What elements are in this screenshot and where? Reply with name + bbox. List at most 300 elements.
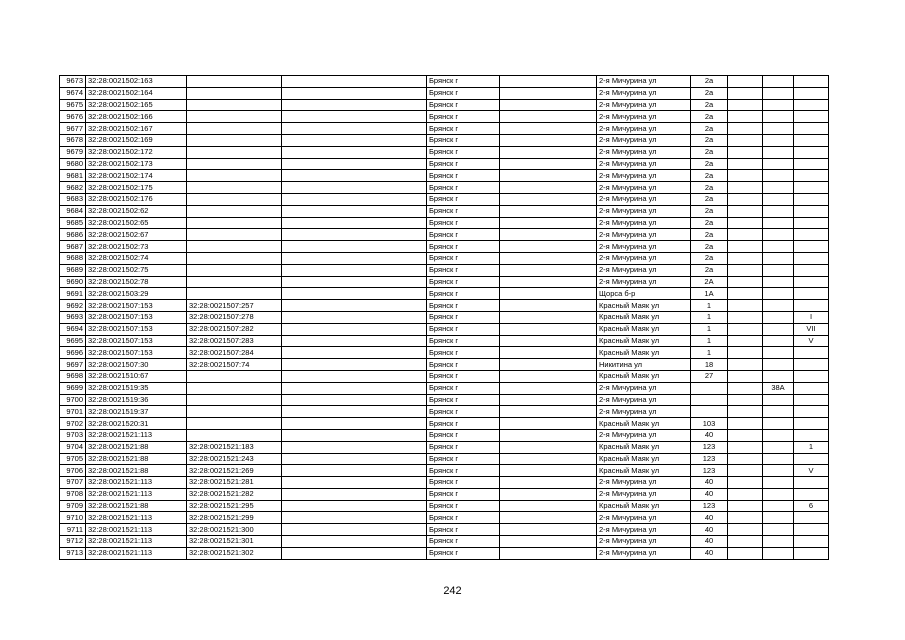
cell-extra-number: [763, 441, 794, 453]
cell-apartment: [794, 264, 829, 276]
cell-blank-col-a: [282, 429, 427, 441]
cell-building: [728, 429, 763, 441]
table-row: [60, 335, 829, 347]
cell-sub-cadastral-number: [187, 252, 282, 264]
cell-extra-number: [763, 311, 794, 323]
cell-row-number: 9706: [60, 465, 86, 477]
table-row: [60, 394, 829, 406]
cell-cadastral-number: 32:28:0021521:113: [86, 536, 187, 548]
cell-city: Брянск г: [427, 465, 500, 477]
cell-sub-cadastral-number: [187, 111, 282, 123]
cell-house-number: 123: [691, 441, 728, 453]
cell-house-number: 2а: [691, 87, 728, 99]
cell-extra-number: [763, 123, 794, 135]
cell-apartment: [794, 370, 829, 382]
cell-extra-number: [763, 158, 794, 170]
cell-house-number: 40: [691, 477, 728, 489]
cell-blank-col-b: [500, 123, 597, 135]
cell-house-number: 2а: [691, 205, 728, 217]
cell-blank-col-a: [282, 300, 427, 312]
cell-building: [728, 453, 763, 465]
table-row: [60, 347, 829, 359]
cell-blank-col-b: [500, 536, 597, 548]
cell-blank-col-a: [282, 382, 427, 394]
cell-apartment: [794, 429, 829, 441]
cell-apartment: [794, 241, 829, 253]
cell-row-number: 9698: [60, 370, 86, 382]
cell-blank-col-b: [500, 182, 597, 194]
cell-building: [728, 359, 763, 371]
cell-apartment: I: [794, 311, 829, 323]
cell-extra-number: [763, 323, 794, 335]
cell-blank-col-a: [282, 311, 427, 323]
cell-cadastral-number: 32:28:0021502:169: [86, 134, 187, 146]
cell-house-number: 123: [691, 500, 728, 512]
cell-blank-col-a: [282, 488, 427, 500]
cell-city: Брянск г: [427, 488, 500, 500]
cell-city: Брянск г: [427, 300, 500, 312]
cell-apartment: [794, 134, 829, 146]
cell-blank-col-a: [282, 111, 427, 123]
cell-street: Красный Маяк ул: [597, 335, 691, 347]
cell-city: Брянск г: [427, 536, 500, 548]
cell-blank-col-a: [282, 335, 427, 347]
cell-row-number: 9707: [60, 477, 86, 489]
cell-blank-col-b: [500, 441, 597, 453]
cell-house-number: 40: [691, 429, 728, 441]
cell-city: Брянск г: [427, 335, 500, 347]
cell-city: Брянск г: [427, 158, 500, 170]
cell-city: Брянск г: [427, 193, 500, 205]
cell-sub-cadastral-number: [187, 76, 282, 88]
cell-extra-number: [763, 500, 794, 512]
cell-building: [728, 182, 763, 194]
cell-house-number: 123: [691, 465, 728, 477]
cell-sub-cadastral-number: [187, 264, 282, 276]
cell-blank-col-b: [500, 406, 597, 418]
cell-building: [728, 217, 763, 229]
cell-extra-number: [763, 300, 794, 312]
cell-blank-col-b: [500, 288, 597, 300]
cell-house-number: 1А: [691, 288, 728, 300]
cell-apartment: [794, 394, 829, 406]
cell-sub-cadastral-number: [187, 429, 282, 441]
cell-cadastral-number: 32:28:0021503:29: [86, 288, 187, 300]
table-row: [60, 288, 829, 300]
cell-city: Брянск г: [427, 99, 500, 111]
cell-house-number: [691, 394, 728, 406]
cell-house-number: 123: [691, 453, 728, 465]
cell-blank-col-a: [282, 158, 427, 170]
cell-building: [728, 241, 763, 253]
cell-blank-col-b: [500, 359, 597, 371]
cell-extra-number: [763, 76, 794, 88]
cell-blank-col-a: [282, 288, 427, 300]
cell-building: [728, 311, 763, 323]
cell-row-number: 9711: [60, 524, 86, 536]
cell-sub-cadastral-number: [187, 99, 282, 111]
cell-sub-cadastral-number: [187, 394, 282, 406]
cell-sub-cadastral-number: [187, 382, 282, 394]
table-row: [60, 276, 829, 288]
cell-street: Красный Маяк ул: [597, 465, 691, 477]
cell-building: [728, 536, 763, 548]
cell-blank-col-b: [500, 146, 597, 158]
cell-sub-cadastral-number: 32:28:0021521:183: [187, 441, 282, 453]
cell-building: [728, 111, 763, 123]
table-row: [60, 547, 829, 559]
table-row: [60, 252, 829, 264]
cell-building: [728, 288, 763, 300]
cell-apartment: [794, 217, 829, 229]
cell-house-number: 2а: [691, 134, 728, 146]
cell-cadastral-number: 32:28:0021502:165: [86, 99, 187, 111]
cell-blank-col-b: [500, 134, 597, 146]
cell-apartment: [794, 477, 829, 489]
cell-cadastral-number: 32:28:0021502:62: [86, 205, 187, 217]
cell-street: Красный Маяк ул: [597, 370, 691, 382]
cell-city: Брянск г: [427, 241, 500, 253]
cell-house-number: [691, 406, 728, 418]
cell-building: [728, 465, 763, 477]
cell-row-number: 9696: [60, 347, 86, 359]
table-row: [60, 182, 829, 194]
cell-sub-cadastral-number: [187, 276, 282, 288]
cell-row-number: 9693: [60, 311, 86, 323]
cell-extra-number: [763, 87, 794, 99]
cell-sub-cadastral-number: [187, 229, 282, 241]
cell-apartment: [794, 418, 829, 430]
cell-street: Красный Маяк ул: [597, 323, 691, 335]
cell-building: [728, 99, 763, 111]
cell-city: Брянск г: [427, 477, 500, 489]
cell-blank-col-a: [282, 193, 427, 205]
cell-blank-col-b: [500, 217, 597, 229]
cell-sub-cadastral-number: 32:28:0021521:301: [187, 536, 282, 548]
cell-house-number: 2а: [691, 241, 728, 253]
cell-city: Брянск г: [427, 134, 500, 146]
cell-row-number: 9681: [60, 170, 86, 182]
cell-city: Брянск г: [427, 382, 500, 394]
cell-cadastral-number: 32:28:0021520:31: [86, 418, 187, 430]
cell-cadastral-number: 32:28:0021502:174: [86, 170, 187, 182]
cell-city: Брянск г: [427, 76, 500, 88]
cell-apartment: [794, 123, 829, 135]
cell-sub-cadastral-number: [187, 182, 282, 194]
cell-blank-col-b: [500, 370, 597, 382]
cell-house-number: 2а: [691, 99, 728, 111]
cell-row-number: 9684: [60, 205, 86, 217]
cell-apartment: [794, 146, 829, 158]
cell-row-number: 9676: [60, 111, 86, 123]
cell-street: 2-я Мичурина ул: [597, 146, 691, 158]
cell-sub-cadastral-number: 32:28:0021507:282: [187, 323, 282, 335]
cell-extra-number: [763, 146, 794, 158]
cell-street: 2-я Мичурина ул: [597, 524, 691, 536]
cell-street: 2-я Мичурина ул: [597, 252, 691, 264]
cell-house-number: 2а: [691, 264, 728, 276]
cell-row-number: 9710: [60, 512, 86, 524]
cell-row-number: 9691: [60, 288, 86, 300]
cell-cadastral-number: 32:28:0021502:167: [86, 123, 187, 135]
cell-building: [728, 158, 763, 170]
cell-apartment: [794, 193, 829, 205]
cell-street: 2-я Мичурина ул: [597, 158, 691, 170]
cell-city: Брянск г: [427, 87, 500, 99]
cell-cadastral-number: 32:28:0021521:113: [86, 488, 187, 500]
table-row: [60, 264, 829, 276]
cell-extra-number: [763, 370, 794, 382]
cell-house-number: 2а: [691, 158, 728, 170]
cell-apartment: [794, 158, 829, 170]
cell-blank-col-b: [500, 488, 597, 500]
cell-cadastral-number: 32:28:0021502:74: [86, 252, 187, 264]
cell-building: [728, 252, 763, 264]
cell-blank-col-b: [500, 453, 597, 465]
cell-blank-col-b: [500, 158, 597, 170]
cell-building: [728, 146, 763, 158]
cell-extra-number: [763, 477, 794, 489]
cell-building: [728, 500, 763, 512]
cell-building: [728, 170, 763, 182]
cell-sub-cadastral-number: 32:28:0021507:257: [187, 300, 282, 312]
table-row: [60, 229, 829, 241]
cell-blank-col-b: [500, 99, 597, 111]
cell-house-number: 2а: [691, 229, 728, 241]
cell-blank-col-b: [500, 418, 597, 430]
cell-sub-cadastral-number: [187, 134, 282, 146]
cell-cadastral-number: 32:28:0021519:36: [86, 394, 187, 406]
cell-row-number: 9674: [60, 87, 86, 99]
cell-extra-number: [763, 394, 794, 406]
cell-street: 2-я Мичурина ул: [597, 134, 691, 146]
cell-extra-number: [763, 347, 794, 359]
cell-house-number: 40: [691, 536, 728, 548]
cell-house-number: 1: [691, 323, 728, 335]
cell-apartment: [794, 229, 829, 241]
cell-house-number: 18: [691, 359, 728, 371]
cell-house-number: 1: [691, 300, 728, 312]
cell-city: Брянск г: [427, 418, 500, 430]
cell-street: 2-я Мичурина ул: [597, 99, 691, 111]
table-row: [60, 524, 829, 536]
cell-blank-col-a: [282, 465, 427, 477]
cell-apartment: [794, 76, 829, 88]
cell-blank-col-a: [282, 394, 427, 406]
cell-city: Брянск г: [427, 370, 500, 382]
cell-street: 2-я Мичурина ул: [597, 193, 691, 205]
cell-row-number: 9701: [60, 406, 86, 418]
cell-city: Брянск г: [427, 111, 500, 123]
cell-sub-cadastral-number: [187, 241, 282, 253]
cell-row-number: 9699: [60, 382, 86, 394]
cell-apartment: [794, 111, 829, 123]
cell-row-number: 9679: [60, 146, 86, 158]
cell-apartment: [794, 453, 829, 465]
cell-blank-col-b: [500, 76, 597, 88]
cell-building: [728, 394, 763, 406]
cell-blank-col-a: [282, 229, 427, 241]
cell-blank-col-a: [282, 87, 427, 99]
cell-blank-col-a: [282, 441, 427, 453]
cell-city: Брянск г: [427, 205, 500, 217]
table-row: [60, 359, 829, 371]
cell-building: [728, 512, 763, 524]
cell-street: Красный Маяк ул: [597, 418, 691, 430]
cell-sub-cadastral-number: 32:28:0021507:278: [187, 311, 282, 323]
table-row: [60, 370, 829, 382]
cell-sub-cadastral-number: 32:28:0021521:282: [187, 488, 282, 500]
cell-cadastral-number: 32:28:0021507:153: [86, 311, 187, 323]
cell-row-number: 9682: [60, 182, 86, 194]
cell-street: 2-я Мичурина ул: [597, 229, 691, 241]
cell-house-number: 40: [691, 512, 728, 524]
table-row: [60, 111, 829, 123]
page-number: 242: [443, 585, 462, 597]
table-row: [60, 193, 829, 205]
cell-blank-col-b: [500, 229, 597, 241]
cell-street: 2-я Мичурина ул: [597, 394, 691, 406]
cell-extra-number: [763, 488, 794, 500]
cell-cadastral-number: 32:28:0021502:163: [86, 76, 187, 88]
cell-cadastral-number: 32:28:0021502:176: [86, 193, 187, 205]
cell-blank-col-a: [282, 453, 427, 465]
cell-apartment: [794, 488, 829, 500]
cell-apartment: [794, 347, 829, 359]
cell-blank-col-a: [282, 276, 427, 288]
cell-street: Красный Маяк ул: [597, 453, 691, 465]
cell-city: Брянск г: [427, 453, 500, 465]
cell-street: 2-я Мичурина ул: [597, 382, 691, 394]
cell-street: Красный Маяк ул: [597, 441, 691, 453]
cell-city: Брянск г: [427, 512, 500, 524]
cell-row-number: 9675: [60, 99, 86, 111]
cell-building: [728, 418, 763, 430]
cell-extra-number: [763, 170, 794, 182]
cell-sub-cadastral-number: [187, 146, 282, 158]
cell-cadastral-number: 32:28:0021507:153: [86, 300, 187, 312]
cell-apartment: 6: [794, 500, 829, 512]
cell-row-number: 9700: [60, 394, 86, 406]
cell-cadastral-number: 32:28:0021507:153: [86, 347, 187, 359]
cell-city: Брянск г: [427, 217, 500, 229]
cell-apartment: VII: [794, 323, 829, 335]
cell-blank-col-b: [500, 323, 597, 335]
cell-sub-cadastral-number: [187, 87, 282, 99]
cell-row-number: 9705: [60, 453, 86, 465]
cell-building: [728, 276, 763, 288]
cell-house-number: 2а: [691, 170, 728, 182]
cell-blank-col-a: [282, 182, 427, 194]
cell-street: 2-я Мичурина ул: [597, 111, 691, 123]
table-row: [60, 311, 829, 323]
table-row: [60, 429, 829, 441]
cell-extra-number: [763, 512, 794, 524]
cell-apartment: [794, 99, 829, 111]
cell-building: [728, 547, 763, 559]
cell-cadastral-number: 32:28:0021502:173: [86, 158, 187, 170]
table-row: [60, 300, 829, 312]
cell-building: [728, 300, 763, 312]
cell-row-number: 9692: [60, 300, 86, 312]
cell-blank-col-a: [282, 370, 427, 382]
cell-building: [728, 205, 763, 217]
cell-row-number: 9685: [60, 217, 86, 229]
cell-apartment: [794, 205, 829, 217]
cell-city: Брянск г: [427, 359, 500, 371]
table-row: [60, 418, 829, 430]
cell-city: Брянск г: [427, 406, 500, 418]
cell-row-number: 9683: [60, 193, 86, 205]
table-row: [60, 477, 829, 489]
cell-city: Брянск г: [427, 276, 500, 288]
cell-apartment: V: [794, 335, 829, 347]
cell-sub-cadastral-number: [187, 406, 282, 418]
cell-building: [728, 441, 763, 453]
cell-row-number: 9703: [60, 429, 86, 441]
table-row: [60, 441, 829, 453]
cell-sub-cadastral-number: 32:28:0021507:284: [187, 347, 282, 359]
cell-cadastral-number: 32:28:0021502:73: [86, 241, 187, 253]
cell-extra-number: [763, 406, 794, 418]
cell-city: Брянск г: [427, 288, 500, 300]
cell-cadastral-number: 32:28:0021502:172: [86, 146, 187, 158]
cell-cadastral-number: 32:28:0021521:113: [86, 524, 187, 536]
cell-street: Красный Маяк ул: [597, 311, 691, 323]
cell-blank-col-a: [282, 205, 427, 217]
cell-blank-col-b: [500, 429, 597, 441]
table-row: [60, 123, 829, 135]
cell-street: 2-я Мичурина ул: [597, 406, 691, 418]
cell-blank-col-a: [282, 418, 427, 430]
cell-street: 2-я Мичурина ул: [597, 205, 691, 217]
cell-sub-cadastral-number: 32:28:0021521:300: [187, 524, 282, 536]
cell-street: 2-я Мичурина ул: [597, 429, 691, 441]
table-row: [60, 146, 829, 158]
cell-city: Брянск г: [427, 311, 500, 323]
table-row: [60, 99, 829, 111]
cell-house-number: 2а: [691, 217, 728, 229]
cell-house-number: 40: [691, 524, 728, 536]
cell-extra-number: [763, 418, 794, 430]
cell-street: 2-я Мичурина ул: [597, 76, 691, 88]
cell-blank-col-b: [500, 512, 597, 524]
cell-sub-cadastral-number: 32:28:0021521:299: [187, 512, 282, 524]
table-row: [60, 512, 829, 524]
cell-blank-col-b: [500, 252, 597, 264]
cell-cadastral-number: 32:28:0021521:88: [86, 441, 187, 453]
cell-apartment: [794, 252, 829, 264]
cell-cadastral-number: 32:28:0021519:37: [86, 406, 187, 418]
cell-house-number: 2а: [691, 182, 728, 194]
table-row: [60, 488, 829, 500]
cell-building: [728, 406, 763, 418]
cell-blank-col-b: [500, 477, 597, 489]
cell-cadastral-number: 32:28:0021502:75: [86, 264, 187, 276]
cell-house-number: 2а: [691, 252, 728, 264]
cell-blank-col-a: [282, 323, 427, 335]
cell-house-number: 2А: [691, 276, 728, 288]
cell-street: 2-я Мичурина ул: [597, 276, 691, 288]
cell-house-number: 27: [691, 370, 728, 382]
cell-house-number: 103: [691, 418, 728, 430]
cell-building: [728, 347, 763, 359]
cell-cadastral-number: 32:28:0021502:65: [86, 217, 187, 229]
cell-house-number: 2а: [691, 123, 728, 135]
cell-cadastral-number: 32:28:0021507:153: [86, 323, 187, 335]
cell-sub-cadastral-number: [187, 123, 282, 135]
cell-blank-col-b: [500, 547, 597, 559]
